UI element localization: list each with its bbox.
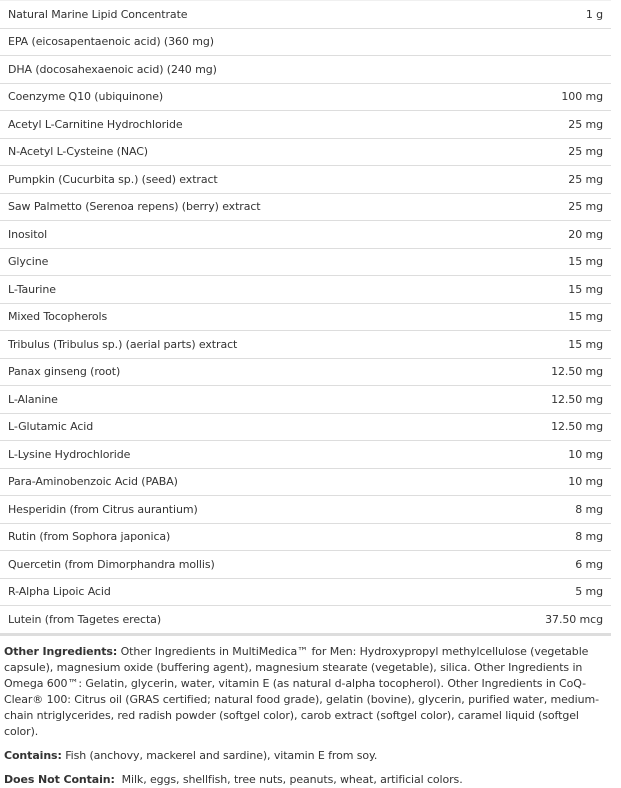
ingredient-amount: 25 mg (491, 166, 611, 194)
table-row (0, 276, 611, 304)
table-row (0, 551, 611, 579)
table-row (0, 578, 611, 606)
ingredient-amount: 100 mg (491, 83, 611, 111)
ingredient-name: Tribulus (Tribulus sp.) (aerial parts) extract (0, 331, 491, 359)
table-row (0, 166, 611, 194)
ingredient-name: Mixed Tocopherols (0, 303, 491, 331)
ingredient-notes (0, 636, 611, 788)
table-row (0, 441, 611, 469)
ingredient-amount: 25 mg (491, 138, 611, 166)
ingredient-name: Glycine (0, 248, 491, 276)
table-row (0, 28, 611, 56)
ingredient-amount: 5 mg (491, 578, 611, 606)
ingredient-name: Panax ginseng (root) (0, 358, 491, 386)
table-row (0, 386, 611, 414)
ingredient-name: Pumpkin (Cucurbita sp.) (seed) extract (0, 166, 491, 194)
ingredient-amount: 20 mg (491, 221, 611, 249)
ingredient-name: EPA (eicosapentaenoic acid) (360 mg) (0, 28, 491, 56)
table-row (0, 496, 611, 524)
table-row (0, 248, 611, 276)
ingredient-amount: 10 mg (491, 441, 611, 469)
contains-label: Contains: (4, 749, 62, 762)
ingredient-amount: 37.50 mcg (491, 606, 611, 634)
ingredient-amount: 12.50 mg (491, 358, 611, 386)
ingredient-name: N-Acetyl L-Cysteine (NAC) (0, 138, 491, 166)
ingredient-amount: 8 mg (491, 523, 611, 551)
ingredient-name: Rutin (from Sophora japonica) (0, 523, 491, 551)
ingredient-name: Coenzyme Q10 (ubiquinone) (0, 83, 491, 111)
ingredient-name: Saw Palmetto (Serenoa repens) (berry) extract (0, 193, 491, 221)
table-row (0, 468, 611, 496)
ingredient-amount: 12.50 mg (491, 413, 611, 441)
table-row (0, 221, 611, 249)
ingredient-amount: 12.50 mg (491, 386, 611, 414)
ingredient-amount: 10 mg (491, 468, 611, 496)
contains-text: Fish (anchovy, mackerel and sardine), vitamin E from soy. (61, 749, 378, 762)
other-ingredients-label: Other Ingredients: (4, 645, 118, 658)
ingredient-amount: 15 mg (491, 331, 611, 359)
table-row (0, 193, 611, 221)
ingredient-name: Acetyl L-Carnitine Hydrochloride (0, 111, 491, 139)
ingredient-name: Quercetin (from Dimorphandra mollis) (0, 551, 491, 579)
does-not-contain-text: Milk, eggs, shellfish, tree nuts, peanuts, wheat, artificial colors. (114, 773, 463, 786)
ingredient-amount (491, 56, 611, 84)
facts-table-body (0, 1, 611, 634)
ingredient-amount: 15 mg (491, 303, 611, 331)
table-row (0, 413, 611, 441)
ingredient-name: Natural Marine Lipid Concentrate (0, 1, 491, 29)
table-row (0, 606, 611, 634)
table-row (0, 83, 611, 111)
table-row (0, 303, 611, 331)
does-not-contain-statement (4, 772, 607, 788)
ingredient-name: L-Glutamic Acid (0, 413, 491, 441)
ingredient-amount: 1 g (491, 1, 611, 29)
ingredient-name: L-Alanine (0, 386, 491, 414)
table-row (0, 358, 611, 386)
other-ingredients (4, 644, 607, 740)
ingredient-name: DHA (docosahexaenoic acid) (240 mg) (0, 56, 491, 84)
ingredient-amount: 6 mg (491, 551, 611, 579)
contains-statement (4, 748, 607, 764)
table-row (0, 331, 611, 359)
ingredient-amount: 8 mg (491, 496, 611, 524)
table-row (0, 1, 611, 29)
ingredient-name: R-Alpha Lipoic Acid (0, 578, 491, 606)
ingredient-amount: 15 mg (491, 276, 611, 304)
ingredient-amount: 15 mg (491, 248, 611, 276)
ingredient-name: L-Taurine (0, 276, 491, 304)
table-row (0, 138, 611, 166)
ingredient-amount: 25 mg (491, 111, 611, 139)
table-row (0, 56, 611, 84)
ingredient-amount (491, 28, 611, 56)
ingredient-name: Inositol (0, 221, 491, 249)
ingredient-name: Hesperidin (from Citrus aurantium) (0, 496, 491, 524)
ingredient-name: L-Lysine Hydrochloride (0, 441, 491, 469)
ingredient-name: Para-Aminobenzoic Acid (PABA) (0, 468, 491, 496)
does-not-contain-label: Does Not Contain: (4, 773, 115, 786)
table-row (0, 523, 611, 551)
ingredient-amount: 25 mg (491, 193, 611, 221)
table-row (0, 111, 611, 139)
ingredient-name: Lutein (from Tagetes erecta) (0, 606, 491, 634)
other-ingredients-text: Other Ingredients in MultiMedica™ for Men: Hydroxypropyl methylcellulose (vegetable capsule), magnesium oxide (buffering agent), magnesium stearate (vegetable), silica. Other Ingredients in Omega 600™: Gelatin, glycerin, water, vitamin E (as natural d-alpha tocopherol). Other Ingredients in CoQ-Clear® 100: Citrus oil (GRAS certified; natural food grade), gelatin (bovine), glycerin, purified water, medium-chain ntriglycerides, red radish powder (softgel color), carob extract (softgel color), caramel liquid (softgel color). (4, 645, 599, 738)
